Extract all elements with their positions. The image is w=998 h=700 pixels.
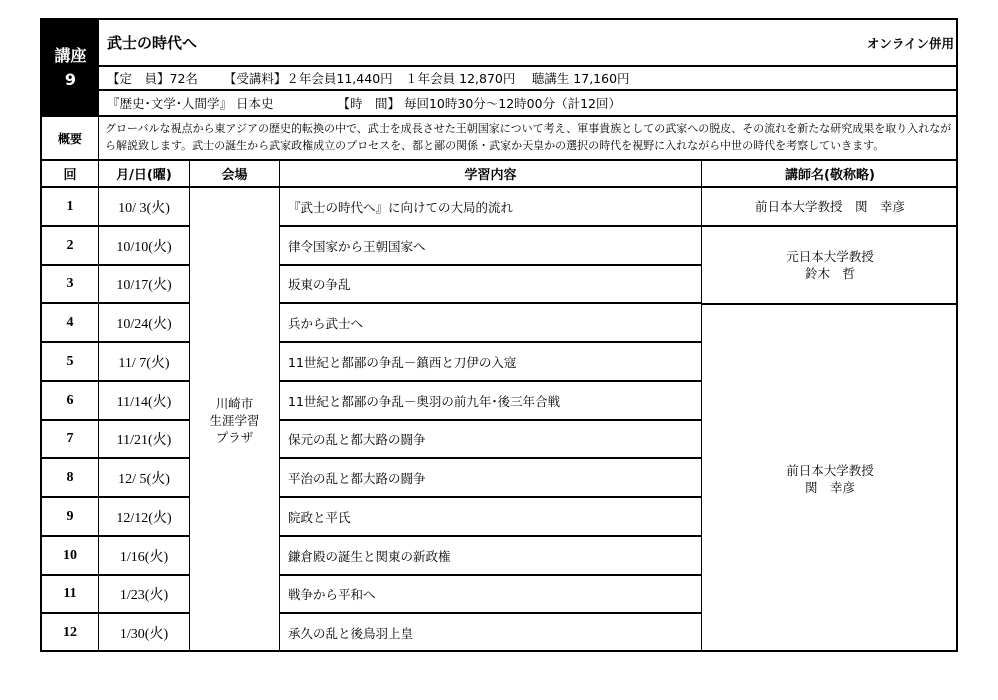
online-tag: オンライン併用 (866, 35, 954, 51)
header-content (280, 160, 702, 187)
row-date-text: 11/21(火) (116, 433, 172, 448)
row-date (99, 265, 190, 303)
row-num-text: 3 (66, 276, 74, 291)
row-num-text: 9 (66, 508, 74, 524)
capacity-text: 【定 員】72名 (107, 71, 198, 86)
row-num-text: 6 (66, 392, 74, 408)
row-date (99, 613, 190, 652)
row-content (280, 613, 702, 652)
row-num (42, 187, 99, 226)
row-content-text: 11世紀と都鄙の争乱－鎮西と刀伊の入寇 (288, 354, 517, 370)
category-text: 『歴史･文学･人間学』 日本史 (107, 96, 274, 111)
row-content (280, 458, 702, 497)
row-num-text: 4 (66, 314, 74, 330)
row-date-text: 11/ 7(火) (118, 355, 170, 371)
lecturer-cell-3 (702, 304, 958, 652)
row-date (99, 342, 190, 381)
row-date-text: 1/23(火) (119, 588, 169, 603)
header-lecturer-text: 講師名(敬称略) (785, 168, 875, 183)
row-date (99, 458, 190, 497)
row-date (99, 536, 190, 575)
row-num (42, 342, 99, 381)
row-content (280, 187, 702, 226)
row-num (42, 381, 99, 420)
overview-label (42, 116, 99, 160)
row-content (280, 226, 702, 265)
row-content-text: 11世紀と都鄙の争乱－奥羽の前九年･後三年合戦 (288, 393, 561, 409)
row-content (280, 420, 702, 458)
row-date-text: 10/17(火) (116, 278, 172, 293)
row-date (99, 497, 190, 536)
row-content (280, 265, 702, 303)
row-num (42, 497, 99, 536)
row-date (99, 226, 190, 265)
overview-text-cell (99, 116, 958, 160)
row-content-text: 鎌倉殿の誕生と関東の新政権 (288, 548, 451, 564)
header-lecturer (702, 160, 958, 187)
row-num (42, 536, 99, 575)
row-date-text: 10/ 3(火) (118, 200, 170, 216)
row-num (42, 458, 99, 497)
row-content (280, 536, 702, 575)
row-content-text: 戦争から平和へ (288, 587, 376, 602)
row-num-text: 12 (63, 625, 77, 640)
venue-cell (190, 187, 280, 652)
row-num (42, 226, 99, 265)
row-num (42, 613, 99, 652)
row-num-text: 8 (66, 469, 74, 485)
venue-line-2: 生涯学習 (209, 412, 260, 428)
row-date (99, 381, 190, 420)
row-date-text: 11/14(火) (116, 394, 172, 410)
overview-label-text: 概要 (57, 131, 82, 146)
overview-text: グローバルな視点から東アジアの歴史的転換の中で、武士を成長させた王朝国家について考え、軍事貴族としての武家への脱皮、その流れを新たな研究成果を取り入れながら解説致します。武士の誕生から武家政権成立のプロセスを、都と鄙の関係・武家か天皇かの選択の時代を視野に入れながら中世の時代を考察していきます。 (105, 122, 952, 152)
row-num-text: 7 (66, 431, 74, 446)
row-date-text: 12/12(火) (116, 510, 172, 526)
row-date (99, 303, 190, 342)
time-text: 【時 間】 毎回10時30分～12時00分（計12回） (337, 96, 621, 111)
lecturer-3-line-2: 関 幸彦 (804, 479, 855, 495)
row-num-text: 11 (63, 586, 77, 601)
lecturer-cell-2 (702, 226, 958, 304)
header-venue-text: 会場 (221, 168, 248, 183)
row-date-text: 12/ 5(火) (118, 471, 170, 487)
course-sheet (40, 18, 958, 652)
row-content-text: 『武士の時代へ』に向けての大局的流れ (288, 199, 514, 215)
venue-line-1: 川崎市 (215, 395, 254, 411)
row-content (280, 303, 702, 342)
header-venue (190, 160, 280, 187)
row-num-text: 2 (66, 237, 74, 253)
row-date-text: 1/30(火) (119, 627, 169, 642)
row-content (280, 381, 702, 420)
row-content-text: 保元の乱と都大路の闘争 (288, 432, 426, 447)
lecturer-1-line-1: 前日本大学教授 関 幸彦 (754, 199, 905, 214)
capacity-fee-row (99, 66, 958, 90)
row-content-text: 坂東の争乱 (288, 277, 351, 292)
course-title: 武士の時代へ (107, 34, 198, 52)
row-num-text: 5 (66, 353, 74, 369)
row-content (280, 342, 702, 381)
row-date (99, 575, 190, 613)
header-date-text: 月/日(曜) (116, 168, 172, 183)
header-date (99, 160, 190, 187)
row-date (99, 420, 190, 458)
course-number-block (42, 20, 99, 116)
lecturer-2-line-1: 元日本大学教授 (786, 249, 874, 264)
lecturer-cell-1 (702, 187, 958, 226)
row-date-text: 1/16(火) (119, 549, 169, 565)
row-num (42, 265, 99, 303)
course-label: 講座 (54, 46, 87, 65)
row-date (99, 187, 190, 226)
lecturer-3-line-1: 前日本大学教授 (786, 462, 874, 478)
row-num-text: 1 (66, 198, 74, 214)
row-num (42, 575, 99, 613)
row-num (42, 303, 99, 342)
venue-line-3: プラザ (215, 429, 254, 445)
row-num (42, 420, 99, 458)
row-content-text: 院政と平氏 (288, 509, 351, 525)
header-num (42, 160, 99, 187)
course-title-cell (99, 20, 958, 66)
fee-text: 【受講料】２年会員11,440円 １年会員 12,870円 聴講生 17,160円 (223, 71, 630, 86)
course-number: 9 (64, 70, 77, 89)
row-content-text: 兵から武士へ (288, 315, 364, 331)
row-content-text: 律令国家から王朝国家へ (288, 238, 426, 254)
row-content (280, 497, 702, 536)
category-time-row (99, 90, 958, 116)
header-content-text: 学習内容 (464, 168, 517, 183)
row-content-text: 平治の乱と都大路の闘争 (288, 470, 426, 486)
header-num-text: 回 (63, 168, 77, 183)
row-content (280, 575, 702, 613)
lecturer-2-line-2: 鈴木 哲 (804, 266, 855, 281)
row-date-text: 10/24(火) (116, 316, 172, 332)
row-content-text: 承久の乱と後鳥羽上皇 (288, 626, 414, 641)
row-date-text: 10/10(火) (116, 239, 172, 255)
row-num-text: 10 (63, 547, 77, 563)
